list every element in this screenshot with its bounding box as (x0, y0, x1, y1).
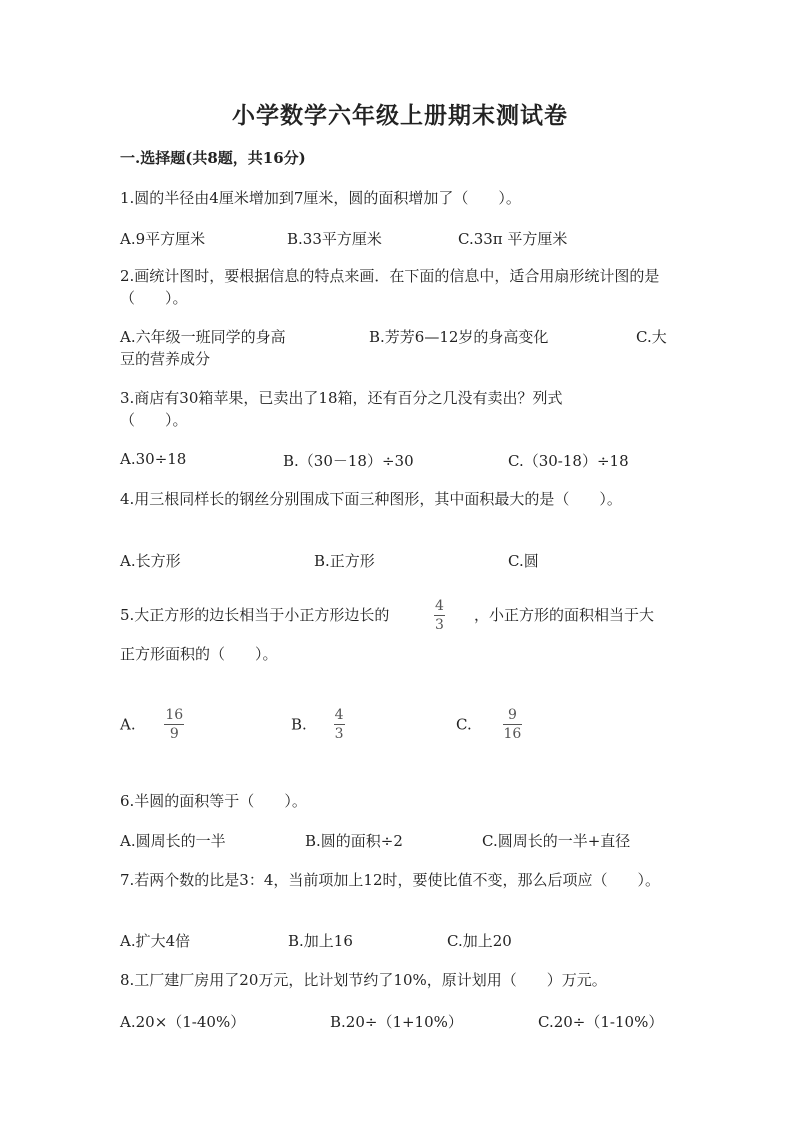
q2-option-b[interactable]: B.芳芳6—12岁的身高变化 (369, 328, 549, 346)
q5-option-a-denominator: 9 (169, 726, 179, 742)
q1-option-a[interactable]: A.9平方厘米 (120, 230, 206, 248)
q4-option-c[interactable]: C.圆 (508, 552, 539, 570)
fraction-denominator: 3 (435, 617, 444, 633)
q4-option-a[interactable]: A.长方形 (120, 552, 181, 570)
q3-option-b[interactable]: B.（30－18）÷30 (283, 452, 414, 470)
q1-option-c[interactable]: C.33π 平方厘米 (458, 230, 568, 248)
q5-option-b-label: B. (291, 715, 307, 734)
q8-option-c[interactable]: C.20÷（1-10%） (538, 1013, 664, 1031)
fraction-numerator: 4 (435, 598, 444, 614)
page-title: 小学数学六年级上册期末测试卷 (232, 102, 568, 129)
question-2: 2.画统计图时，要根据信息的特点来画．在下面的信息中，适合用扇形统计图的是（ ）。 (120, 267, 660, 307)
q5-option-a-label: A. (120, 715, 136, 734)
q6-option-c[interactable]: C.圆周长的一半+直径 (482, 832, 631, 850)
q5-option-b[interactable] (291, 706, 345, 743)
q8-option-a[interactable]: A.20×（1-40%） (120, 1013, 246, 1031)
question-5-text-before: 5.大正方形的边长相当于小正方形边长的 (120, 606, 390, 624)
q7-option-b[interactable]: B.加上16 (288, 932, 353, 950)
section-heading: 一.选择题(共8题，共16分) (120, 149, 306, 167)
question-6: 6.半圆的面积等于（ ）。 (120, 792, 307, 810)
question-8: 8.工厂建厂房用了20万元，比计划节约了10%，原计划用（ ）万元。 (120, 971, 607, 989)
q3-option-a[interactable]: A.30÷18 (120, 450, 187, 468)
q2-option-c[interactable]: C.大豆的营养成分 (120, 328, 667, 368)
q6-option-a[interactable]: A.圆周长的一半 (120, 832, 226, 850)
question-7: 7.若两个数的比是3：4，当前项加上12时，要使比值不变，那么后项应（ ）。 (120, 871, 660, 889)
q5-option-b-numerator: 4 (334, 707, 344, 723)
q5-option-c-denominator: 16 (503, 726, 522, 742)
question-5-text-line2: 正方形面积的（ ）。 (120, 645, 278, 663)
q7-option-c[interactable]: C.加上20 (447, 932, 512, 950)
question-5-text-after: ，小正方形的面积相当于大 (474, 606, 655, 624)
question-1: 1.圆的半径由4厘米增加到7厘米，圆的面积增加了（ ）。 (120, 189, 521, 207)
question-3: 3.商店有30箱苹果，已卖出了18箱，还有百分之几没有卖出？列式（ ）。 (120, 389, 563, 429)
q4-option-b[interactable]: B.正方形 (314, 552, 375, 570)
question-4: 4.用三根同样长的钢丝分别围成下面三种图形，其中面积最大的是（ ）。 (120, 490, 622, 508)
question-5-fraction (434, 597, 445, 634)
q2-option-a[interactable]: A.六年级一班同学的身高 (120, 328, 286, 346)
q2-options (120, 326, 670, 370)
q5-option-c[interactable] (456, 706, 522, 743)
q3-option-c[interactable]: C.（30-18）÷18 (508, 452, 629, 470)
q1-option-b[interactable]: B.33平方厘米 (287, 230, 382, 248)
q5-option-a[interactable] (120, 706, 184, 743)
q5-option-b-denominator: 3 (334, 726, 344, 742)
q8-option-b[interactable]: B.20÷（1+10%） (330, 1013, 463, 1031)
q5-option-a-numerator: 16 (165, 707, 184, 723)
q5-option-c-label: C. (456, 715, 472, 734)
q6-option-b[interactable]: B.圆的面积÷2 (305, 832, 403, 850)
q7-option-a[interactable]: A.扩大4倍 (120, 932, 191, 950)
q5-option-c-numerator: 9 (503, 706, 523, 725)
